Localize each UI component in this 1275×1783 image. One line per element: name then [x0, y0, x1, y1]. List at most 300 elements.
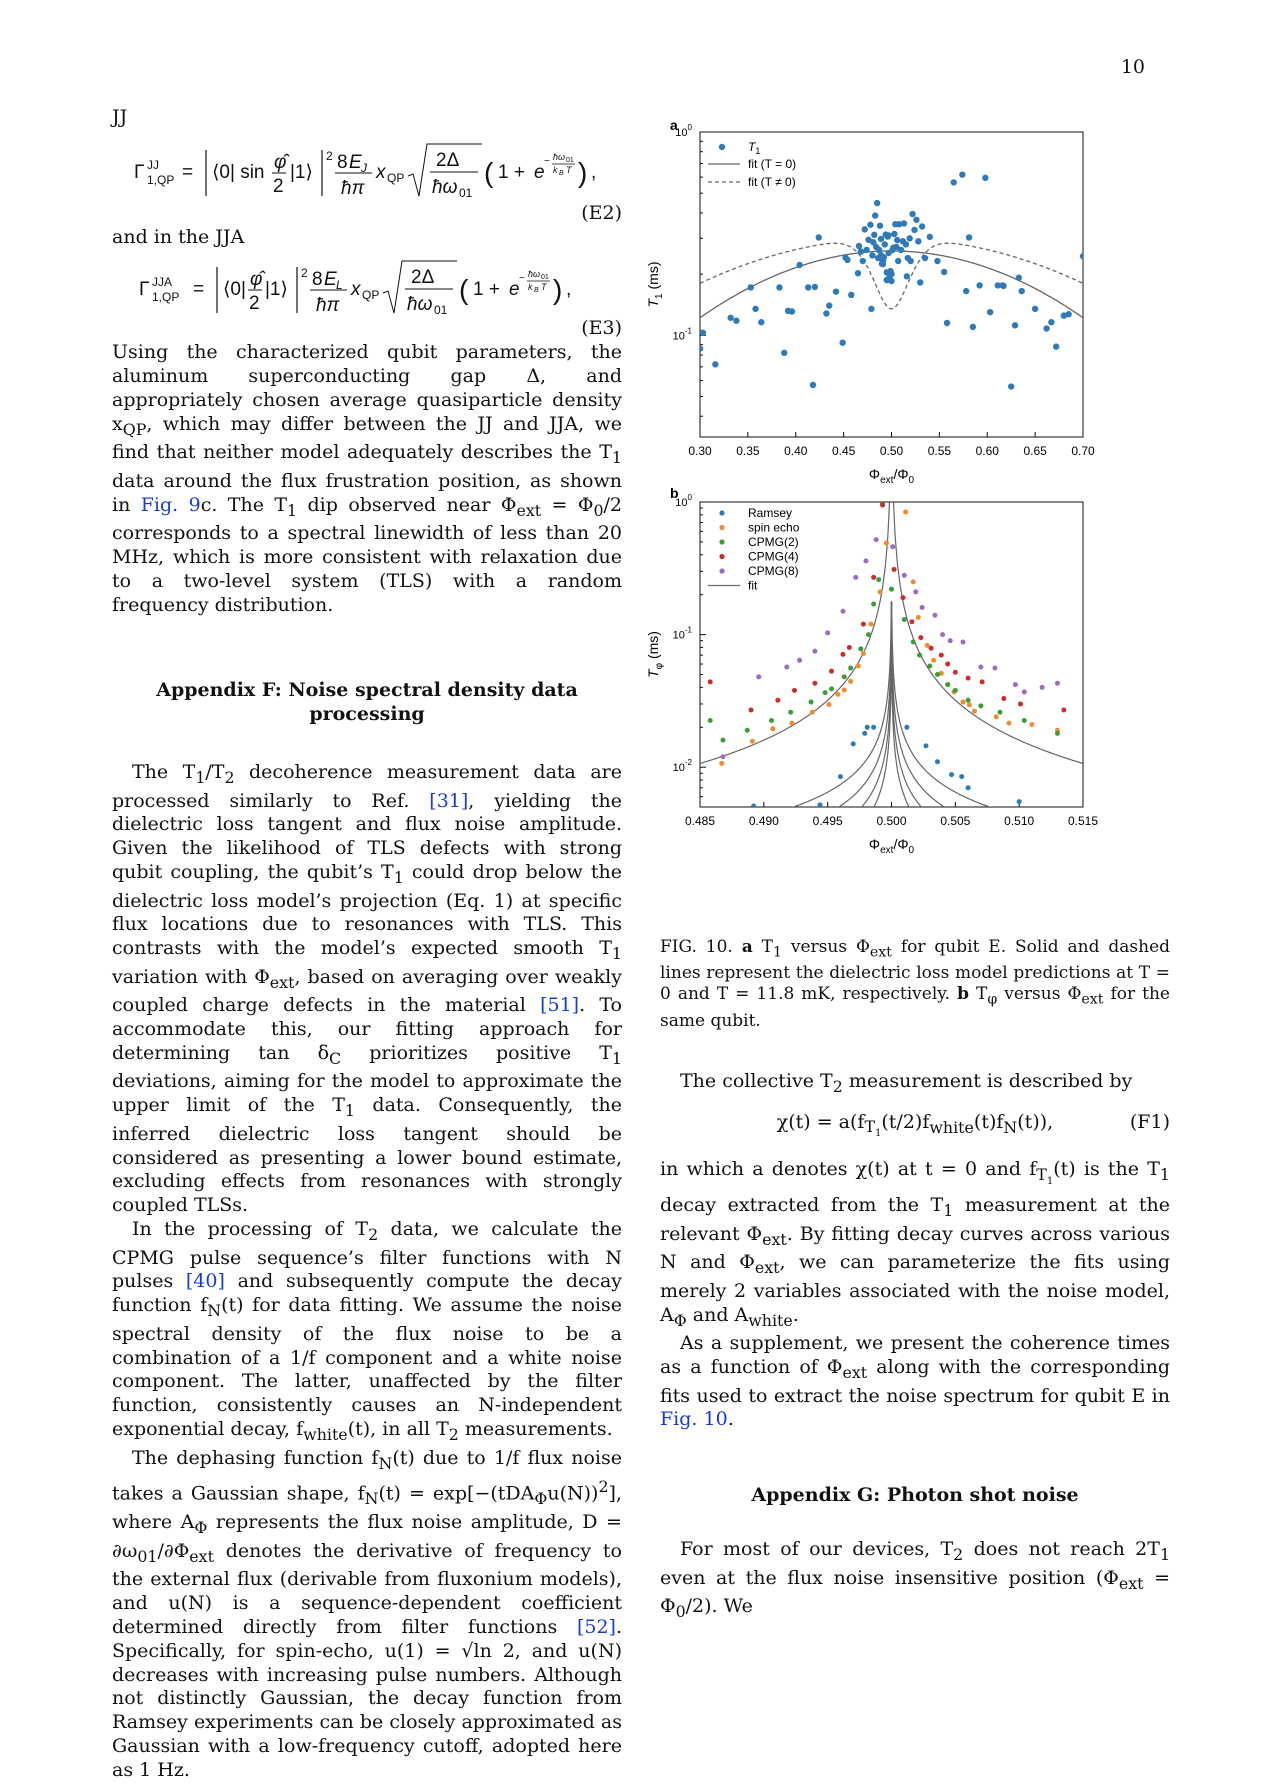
svg-text:J: J	[361, 160, 367, 175]
data-point-cpmg-2-	[745, 728, 750, 733]
data-point-cpmg-4-	[929, 646, 934, 651]
data-point-cpmg-8-	[913, 589, 918, 594]
data-point-cpmg-4-	[812, 681, 817, 686]
x-tick-label: 0.485	[684, 814, 716, 828]
data-point-cpmg-8-	[940, 632, 945, 637]
data-point-spin-echo	[903, 510, 908, 515]
ref-31-link[interactable]: [31]	[429, 789, 469, 812]
fit-curve-left	[700, 623, 892, 852]
t1-data-point	[733, 318, 739, 324]
svg-text:2: 2	[301, 266, 308, 281]
svg-text:2: 2	[249, 293, 260, 315]
svg-text:k: k	[528, 282, 533, 293]
svg-text:k: k	[553, 164, 558, 175]
equation-e2-formula	[132, 136, 602, 206]
t1-data-point	[748, 284, 754, 290]
svg-text:=: =	[193, 279, 205, 301]
data-point-cpmg-8-	[874, 537, 879, 542]
t1-data-point	[894, 237, 900, 243]
t1-data-point	[812, 284, 818, 290]
data-point-cpmg-8-	[948, 638, 953, 643]
data-point-cpmg-2-	[720, 738, 725, 743]
data-point-cpmg-8-	[825, 630, 830, 635]
t1-data-point	[888, 271, 894, 277]
t1-data-point	[941, 269, 947, 275]
data-point-spin-echo	[931, 658, 936, 663]
t1-data-point	[917, 279, 923, 285]
figure-10-caption: FIG. 10. a $T_1$ versus $\Phi_{ext}$ for qubit E. Solid and dashed lines represent the dielectric loss model predictions at T = 0 and T = 11.8 mK, respectively. b $T_\varphi$ versus $\Phi_{ext}$ for the same qubit.	[660, 937, 1171, 1031]
y-tick-label: $10^{-1}$	[672, 625, 692, 642]
data-point-ramsey	[959, 774, 964, 779]
panel-a-plot-area	[697, 171, 1086, 389]
fig9-link[interactable]: Fig. 9	[140, 493, 201, 516]
data-point-cpmg-2-	[848, 666, 853, 671]
t1-data-point	[891, 231, 897, 237]
t1-data-point	[944, 320, 950, 326]
svg-text:,: ,	[566, 279, 572, 301]
x-tick-label: 0.30	[688, 444, 712, 458]
x-tick-label: 0.40	[784, 444, 808, 458]
svg-text:−: −	[544, 155, 550, 167]
data-point-cpmg-8-	[863, 558, 868, 563]
data-point-spin-echo	[916, 615, 921, 620]
svg-text:01: 01	[434, 303, 448, 318]
t1-data-point	[901, 220, 907, 226]
t1-data-point	[966, 234, 972, 240]
svg-text:φ̂: φ̂	[250, 269, 263, 291]
data-point-cpmg-2-	[858, 646, 863, 651]
data-point-spin-echo	[695, 747, 700, 752]
x-tick-label: 0.35	[736, 444, 760, 458]
t1-data-point	[776, 284, 782, 290]
data-point-spin-echo	[848, 679, 853, 684]
t1-data-point	[869, 252, 875, 258]
svg-text:=: =	[182, 161, 194, 183]
data-point-cpmg-2-	[1022, 718, 1027, 723]
legend-label-fit: fit	[748, 578, 758, 593]
panel-a-legend	[708, 140, 796, 189]
left-column	[112, 106, 622, 1783]
equation-e3-formula	[137, 255, 597, 321]
legend-label: CPMG(2)	[748, 535, 799, 549]
data-point-spin-echo	[750, 739, 755, 744]
t1-data-point	[976, 282, 982, 288]
t1-data-point	[826, 302, 832, 308]
data-point-spin-echo	[770, 726, 775, 731]
data-point-cpmg-2-	[708, 718, 713, 723]
data-point-cpmg-2-	[945, 682, 950, 687]
t1-data-point	[907, 258, 913, 264]
x-tick-label: 0.65	[1023, 444, 1047, 458]
equation-e3	[112, 255, 622, 321]
data-point-ramsey	[904, 725, 909, 730]
legend-marker	[719, 568, 724, 573]
t1-data-point	[882, 241, 888, 247]
svg-text:1,QP: 1,QP	[147, 172, 175, 187]
data-point-cpmg-8-	[1013, 682, 1018, 687]
data-point-ramsey	[871, 725, 876, 730]
t1-data-point	[789, 308, 795, 314]
svg-text:JJA: JJA	[152, 275, 173, 290]
data-point-cpmg-2-	[935, 672, 940, 677]
svg-text:JJ: JJ	[147, 157, 159, 172]
paragraph-f1: The $T_1/T_2$ decoherence measurement data are processed similarly to Ref. [31], yielding the dielectric loss tangent and flux noise amplitude. Given the likelihood of TLS defects with strong qubit coupling, the qubit’s $T_1$ could drop below the dielectric loss model’s projection (Eq. 1) at specific flux locations due to resonances with TLS. This contrasts with the model’s expected smooth $T_1$ variation with $\Phi_{ext}$, based on averaging over weakly coupled charge defects in the material [51]. To accommodate this, our fitting approach for determining $\tan \delta_C$ prioritizes positive $T_1$ deviations, aiming for the model to approximate the upper limit of the $T_1$ data. Consequently, the inferred dielectric loss tangent should be considered as presenting a lower bound estimate, excluding effects from resonances with strongly coupled TLSs.	[112, 760, 623, 1217]
data-point-spin-echo	[878, 589, 883, 594]
data-point-spin-echo	[972, 709, 977, 714]
data-point-cpmg-8-	[812, 649, 817, 654]
right-column	[660, 1070, 1170, 1624]
data-point-ramsey	[923, 743, 928, 748]
data-point-cpmg-8-	[1040, 685, 1045, 690]
svg-text:QP: QP	[362, 288, 380, 303]
data-point-cpmg-4-	[1018, 701, 1023, 706]
svg-text:Γ: Γ	[134, 161, 145, 183]
data-point-cpmg-2-	[978, 703, 983, 708]
data-point-cpmg-8-	[1022, 689, 1027, 694]
data-point-cpmg-4-	[775, 698, 780, 703]
data-point-cpmg-2-	[911, 639, 916, 644]
data-point-cpmg-2-	[842, 674, 847, 679]
data-point-cpmg-8-	[1055, 681, 1060, 686]
t1-data-point	[885, 232, 891, 238]
svg-text:2Δ: 2Δ	[436, 149, 460, 171]
paragraph-r2: in which a denotes χ(t) at t = 0 and $f_{T_1}(t)$ is the $T_1$ decay extracted from the $T_1$ measurement at the relevant $\Phi_{ext}$. By fitting decay curves across various N and $\Phi_{ext}$, we can parameterize the fits using merely 2 variables associated with the noise model, $A_\Phi$ and $A_{white}$.	[660, 1158, 1171, 1330]
svg-text:2: 2	[273, 175, 284, 197]
paragraph-f2: In the processing of $T_2$ data, we calculate the CPMG pulse sequence’s filter functions with N pulses [40] and subsequently compute the decay function $f_N(t)$ for data fitting. We assume the noise spectral density of the flux noise to be a combination of a 1/f component and a white noise component. The latter, unaffected by the filter function, consistently causes an N-independent exponential decay, $f_{white}(t)$, in all $T_2$ measurements.	[112, 1218, 623, 1444]
data-point-cpmg-8-	[756, 674, 761, 679]
t1-data-point	[810, 382, 816, 388]
paragraph-r3: As a supplement, we present the coherence times as a function of $\Phi_{ext}$ along with the corresponding fits used to extract the noise spectrum for qubit E in Fig. 10.	[660, 1332, 1170, 1431]
fit-curve-right	[892, 661, 1084, 890]
ref-40-link[interactable]: [40]	[185, 1270, 225, 1293]
x-axis-label: $\Phi_{ext}/\Phi_0$	[868, 466, 915, 486]
svg-text:): )	[578, 156, 588, 188]
x-tick-label: 0.490	[748, 814, 779, 828]
data-point-cpmg-2-	[953, 688, 958, 693]
data-point-cpmg-4-	[909, 619, 914, 624]
t1-data-point	[727, 315, 733, 321]
x-tick-label: 0.495	[812, 814, 843, 828]
t1-data-point	[856, 243, 862, 249]
jja-intro: and in the JJA	[112, 225, 245, 248]
data-point-cpmg-2-	[823, 690, 828, 695]
t1-data-point	[878, 236, 884, 242]
svg-text:B: B	[534, 287, 539, 295]
t1-data-point	[915, 238, 921, 244]
t1-data-point	[970, 324, 976, 330]
data-point-spin-echo	[826, 702, 831, 707]
data-point-cpmg-8-	[890, 544, 895, 549]
data-point-cpmg-4-	[980, 679, 985, 684]
data-point-spin-echo	[842, 688, 847, 693]
data-point-cpmg-8-	[720, 754, 725, 759]
paragraph-quasiparticle-models: Using the characterized qubit parameters, the aluminum superconducting gap Δ, and appropriately chosen average quasiparticle density $x_{QP}$, which may differ between the JJ and JJA, we find that neither model adequately describes the $T_1$ data around the flux frustration position, as shown in Fig. 9c. The $T_1$ dip observed near $\Phi_{ext} = \Phi_0/2$ corresponds to a spectral linewidth of less than 20 MHz, which is more consistent with relaxation due to a two-level system (TLS) with a random frequency distribution.	[112, 341, 623, 616]
data-point-spin-echo	[861, 651, 866, 656]
fit-curve-left	[700, 601, 892, 830]
data-point-cpmg-2-	[829, 686, 834, 691]
data-point-spin-echo	[835, 692, 840, 697]
data-point-spin-echo	[1006, 721, 1011, 726]
data-point-ramsey	[838, 774, 843, 779]
svg-text:ħω: ħω	[528, 269, 541, 280]
paragraph-f3: The dephasing function $f_N(t)$ due to 1/f flux noise takes a Gaussian shape, $f_N(t) = \exp[-(tDA_\Phi u(N))^2]$, where $A_\Phi$ represents the flux noise amplitude, $D = \partial\omega_{01}/\partial\Phi_{ext}$ denotes the derivative of frequency to the external flux (derivable from fluxonium models), and u(N) is a sequence-dependent coefficient determined directly from filter functions [52]. Specifically, for spin-echo, u(1) = √ln 2, and u(N) decreases with increasing pulse numbers. Although not distinctly Gaussian, the decay function from Ramsey experiments can be closely approximated as Gaussian with a low-frequency cutoff, adopted here as 1 Hz.	[112, 1446, 622, 1781]
y-tick-label: $10^{-2}$	[672, 758, 692, 775]
t1-data-point	[903, 241, 909, 247]
t1-data-point	[904, 273, 910, 279]
t1-data-point	[781, 350, 787, 356]
data-point-spin-echo	[1029, 722, 1034, 727]
svg-text:1 +: 1 +	[498, 161, 525, 183]
jj-label: JJ	[112, 106, 128, 128]
data-point-cpmg-8-	[853, 575, 858, 580]
data-point-cpmg-4-	[708, 679, 713, 684]
data-point-cpmg-2-	[917, 653, 922, 658]
equation-f1-number: (F1)	[1129, 1110, 1170, 1133]
data-point-cpmg-2-	[809, 700, 814, 705]
svg-text:8: 8	[312, 269, 323, 291]
t1-data-point	[982, 175, 988, 181]
svg-text:φ̂: φ̂	[274, 151, 287, 173]
svg-text:01: 01	[541, 274, 549, 282]
svg-text:ħω: ħω	[553, 151, 566, 162]
data-point-cpmg-4-	[1001, 696, 1006, 701]
t1-data-point	[844, 257, 850, 263]
legend-label: Ramsey	[748, 506, 793, 520]
data-point-cpmg-2-	[1055, 731, 1060, 736]
data-point-cpmg-2-	[998, 710, 1003, 715]
data-point-cpmg-8-	[920, 605, 925, 610]
t1-data-point	[816, 234, 822, 240]
data-point-cpmg-4-	[840, 652, 845, 657]
data-point-cpmg-8-	[797, 658, 802, 663]
equation-f1	[660, 1111, 1170, 1147]
t1-data-point	[959, 171, 965, 177]
data-point-ramsey	[851, 741, 856, 746]
svg-text:1,QP: 1,QP	[152, 290, 180, 305]
data-point-cpmg-2-	[769, 718, 774, 723]
panel-a-label: a	[670, 117, 678, 133]
svg-text:): )	[553, 274, 563, 306]
data-point-cpmg-4-	[749, 708, 754, 713]
t1-data-point	[1012, 322, 1018, 328]
t1-data-point	[888, 278, 894, 284]
data-point-ramsey	[966, 785, 971, 790]
data-point-cpmg-2-	[927, 663, 932, 668]
legend-marker	[719, 539, 724, 544]
t1-data-point	[913, 217, 919, 223]
equation-f1-formula: $\chi(t) = a(f_{T_1}(t/2)f_{white}(t)f_N(t))$,	[776, 1110, 1054, 1140]
t1-data-point	[919, 223, 925, 229]
y-tick-label: $10^0$	[675, 123, 692, 139]
data-point-cpmg-4-	[953, 670, 958, 675]
svg-text:01: 01	[459, 185, 473, 200]
svg-text:|1⟩: |1⟩	[265, 279, 288, 301]
panel-b	[645, 382, 1098, 890]
t1-data-point	[922, 255, 928, 261]
t1-data-point	[895, 258, 901, 264]
svg-text:ħπ: ħπ	[341, 177, 365, 199]
data-point-cpmg-4-	[918, 635, 923, 640]
appendix-f-title: Appendix F: Noise spectral density data processing	[156, 679, 578, 726]
t1-data-point	[874, 200, 880, 206]
x-tick-label: 0.70	[1071, 444, 1095, 458]
data-point-ramsey	[949, 772, 954, 777]
data-point-cpmg-8-	[840, 609, 845, 614]
figure-10	[645, 117, 1170, 884]
svg-text:01: 01	[566, 156, 574, 164]
data-point-cpmg-2-	[902, 617, 907, 622]
t1-data-point	[877, 223, 883, 229]
data-point-ramsey	[818, 802, 823, 807]
data-point-ramsey	[862, 731, 867, 736]
ref-51-link[interactable]: [51]	[540, 994, 580, 1017]
t1-data-point	[697, 345, 703, 351]
legend-marker	[719, 554, 724, 559]
x-tick-label: 0.510	[1004, 814, 1035, 828]
t1-data-point	[872, 212, 878, 218]
svg-text:−: −	[519, 273, 525, 285]
t1-data-point	[898, 247, 904, 253]
legend-label-t1: $T_1$	[748, 140, 761, 156]
data-point-cpmg-2-	[866, 632, 871, 637]
t1-data-point	[796, 262, 802, 268]
svg-text:ħω: ħω	[407, 294, 433, 316]
t1-data-point	[951, 179, 957, 185]
t1-data-point	[712, 361, 718, 367]
t1-data-point	[909, 211, 915, 217]
data-point-spin-echo	[967, 702, 972, 707]
data-point-ramsey	[751, 803, 756, 808]
t1-data-point	[1008, 383, 1014, 389]
t1-data-point	[1016, 275, 1022, 281]
data-point-spin-echo	[869, 622, 874, 627]
data-point-spin-echo	[960, 700, 965, 705]
data-point-cpmg-4-	[900, 595, 905, 600]
legend-label-fit-t0: fit (T = 0)	[748, 157, 797, 171]
svg-text:⟨0| sin: ⟨0| sin	[212, 161, 265, 183]
x-axis-label: $\Phi_{ext}/\Phi_0$	[868, 836, 915, 856]
t1-data-point	[839, 339, 845, 345]
legend-marker	[719, 510, 724, 515]
t1-data-point	[868, 306, 874, 312]
fit-curve-right	[892, 643, 1084, 872]
t1-data-point	[1065, 311, 1071, 317]
equation-e3-number: (E3)	[581, 317, 622, 340]
svg-text:ħπ: ħπ	[316, 295, 340, 317]
fit-curve-right	[892, 382, 1084, 763]
svg-text:ħω: ħω	[432, 176, 458, 198]
data-point-ramsey	[935, 759, 940, 764]
svg-text:⟨0|: ⟨0|	[223, 279, 246, 301]
data-point-spin-echo	[856, 663, 861, 668]
y-tick-label: $10^0$	[675, 493, 692, 509]
t1-data-point	[927, 234, 933, 240]
svg-text:e: e	[534, 161, 545, 183]
data-point-cpmg-8-	[960, 639, 965, 644]
data-point-cpmg-8-	[784, 664, 789, 669]
x-tick-label: 0.515	[1067, 814, 1099, 828]
panel-b-legend	[708, 506, 800, 593]
t1-data-point	[805, 284, 811, 290]
x-tick-label: 0.50	[879, 444, 904, 458]
data-point-cpmg-8-	[978, 664, 983, 669]
svg-text:2Δ: 2Δ	[411, 267, 435, 289]
svg-text:E: E	[324, 269, 337, 291]
svg-text:L: L	[336, 278, 343, 293]
t1-data-point	[1043, 325, 1049, 331]
t1-data-point	[855, 270, 861, 276]
t1-data-point	[758, 319, 764, 325]
legend-label: CPMG(8)	[748, 564, 799, 578]
equation-e2	[112, 136, 622, 206]
legend-marker	[719, 525, 724, 530]
data-point-spin-echo	[810, 710, 815, 715]
svg-text:2: 2	[326, 148, 333, 163]
t1-data-point	[963, 288, 969, 294]
t1-data-point	[1019, 288, 1025, 294]
y-axis-label: $T_\varphi$ (ms)	[645, 631, 665, 678]
data-point-cpmg-4-	[939, 653, 944, 658]
svg-text:|1⟩: |1⟩	[290, 161, 313, 183]
legend-label: CPMG(4)	[748, 549, 799, 564]
data-point-cpmg-4-	[829, 669, 834, 674]
fit-curve-left	[700, 643, 892, 872]
data-point-cpmg-4-	[1061, 708, 1066, 713]
data-point-cpmg-8-	[902, 573, 907, 578]
panel-a	[645, 123, 1095, 486]
data-point-cpmg-2-	[966, 698, 971, 703]
data-point-spin-echo	[911, 579, 916, 584]
t1-data-point	[700, 330, 706, 336]
data-point-ramsey	[865, 725, 870, 730]
data-point-cpmg-4-	[892, 567, 897, 572]
t1-data-point	[833, 288, 839, 294]
x-tick-label: 0.45	[831, 444, 856, 458]
paragraph-g1: For most of our devices, $T_2$ does not reach $2T_1$ even at the flux noise insensitive position $(\Phi_{ext} = \Phi_0/2)$. We	[660, 1538, 1171, 1622]
fig10-link[interactable]: Fig. 10	[660, 1408, 728, 1431]
t1-data-point	[858, 248, 864, 254]
t1-data-point	[911, 227, 917, 233]
t1-data-point	[752, 306, 758, 312]
t1-data-point	[823, 310, 829, 316]
svg-text:E: E	[349, 151, 362, 173]
panel-b-label: b	[670, 485, 679, 501]
x-tick-label: 0.55	[927, 444, 952, 458]
t1-data-point	[1032, 306, 1038, 312]
svg-text:x: x	[376, 161, 386, 183]
fit-curve-left	[700, 661, 892, 890]
svg-text:B: B	[559, 169, 564, 177]
t1-data-point	[1000, 283, 1006, 289]
t1-data-point	[860, 258, 866, 264]
svg-text:8: 8	[337, 151, 348, 173]
data-point-cpmg-8-	[992, 666, 997, 671]
data-point-cpmg-2-	[871, 602, 876, 607]
t1-data-point	[906, 235, 912, 241]
ref-52-link[interactable]: [52]	[576, 1615, 616, 1638]
t1-data-point	[871, 232, 877, 238]
figure-10-plots	[645, 117, 1170, 880]
data-point-cpmg-2-	[876, 577, 881, 582]
data-point-cpmg-4-	[861, 622, 866, 627]
data-point-ramsey	[1017, 799, 1022, 804]
t1-data-point	[1080, 253, 1086, 259]
data-point-cpmg-4-	[880, 502, 885, 507]
data-point-cpmg-4-	[871, 575, 876, 580]
data-point-spin-echo	[789, 721, 794, 726]
page-number: 10	[1120, 56, 1145, 78]
svg-text:Γ: Γ	[139, 279, 150, 301]
